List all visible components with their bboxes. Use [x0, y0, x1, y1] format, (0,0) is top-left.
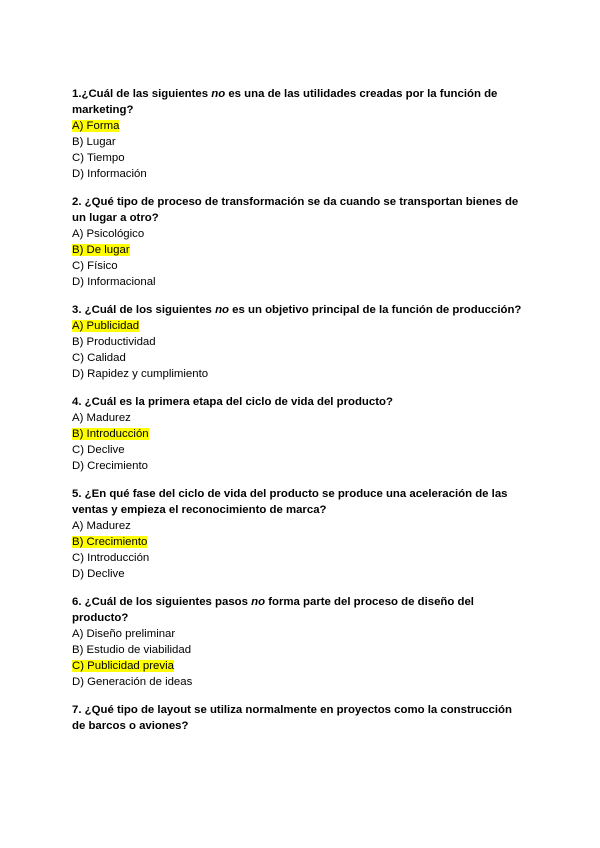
highlighted-answer: B) Crecimiento: [72, 536, 148, 548]
highlighted-answer: A) Publicidad: [72, 320, 140, 332]
option-a: A) Madurez: [72, 412, 131, 424]
question-3: [72, 302, 528, 382]
option-c: C) Declive: [72, 444, 125, 456]
option-c: C) Tiempo: [72, 152, 125, 164]
option-a: [72, 318, 528, 334]
option-a: A) Diseño preliminar: [72, 628, 176, 640]
question-1: [72, 86, 528, 182]
question-text: 2. ¿Qué tipo de proceso de transformación se da cuando se transportan bienes de un lugar a otro?: [72, 196, 519, 224]
question-4: [72, 394, 528, 474]
option-c: C) Calidad: [72, 352, 126, 364]
option-b: [72, 242, 528, 258]
option-d: D) Informacional: [72, 276, 156, 288]
question-text: 3. ¿Cuál de los siguientes no es un objetivo principal de la función de producción?: [72, 304, 522, 316]
option-a: [72, 118, 528, 134]
option-b: B) Lugar: [72, 136, 116, 148]
question-text: 7. ¿Qué tipo de layout se utiliza normalmente en proyectos como la construcción de barcos o aviones?: [72, 704, 512, 732]
option-d: D) Información: [72, 168, 147, 180]
option-a: A) Madurez: [72, 520, 131, 532]
option-a: A) Psicológico: [72, 228, 145, 240]
question-text: 1.¿Cuál de las siguientes no es una de las utilidades creadas por la función de marketing?: [72, 88, 498, 116]
option-d: D) Crecimiento: [72, 460, 148, 472]
highlighted-answer: C) Publicidad previa: [72, 660, 174, 672]
question-text: 4. ¿Cuál es la primera etapa del ciclo de vida del producto?: [72, 396, 393, 408]
option-d: D) Rapidez y cumplimiento: [72, 368, 209, 380]
option-c: C) Introducción: [72, 552, 150, 564]
option-b: [72, 426, 528, 442]
option-c: [72, 658, 528, 674]
question-2: [72, 194, 528, 290]
question-6: [72, 594, 528, 690]
highlighted-answer: B) Introducción: [72, 428, 149, 440]
highlighted-answer: A) Forma: [72, 120, 120, 132]
option-c: C) Físico: [72, 260, 118, 272]
option-d: D) Declive: [72, 568, 125, 580]
option-b: B) Estudio de viabilidad: [72, 644, 192, 656]
option-b: [72, 534, 528, 550]
question-5: [72, 486, 528, 582]
option-b: B) Productividad: [72, 336, 156, 348]
question-7: [72, 702, 528, 734]
question-text: 5. ¿En qué fase del ciclo de vida del producto se produce una aceleración de las ventas y empieza el reconocimiento de marca?: [72, 488, 508, 516]
highlighted-answer: B) De lugar: [72, 244, 130, 256]
option-d: D) Generación de ideas: [72, 676, 193, 688]
question-text: 6. ¿Cuál de los siguientes pasos no forma parte del proceso de diseño del producto?: [72, 596, 474, 624]
quiz-document: [72, 86, 528, 746]
